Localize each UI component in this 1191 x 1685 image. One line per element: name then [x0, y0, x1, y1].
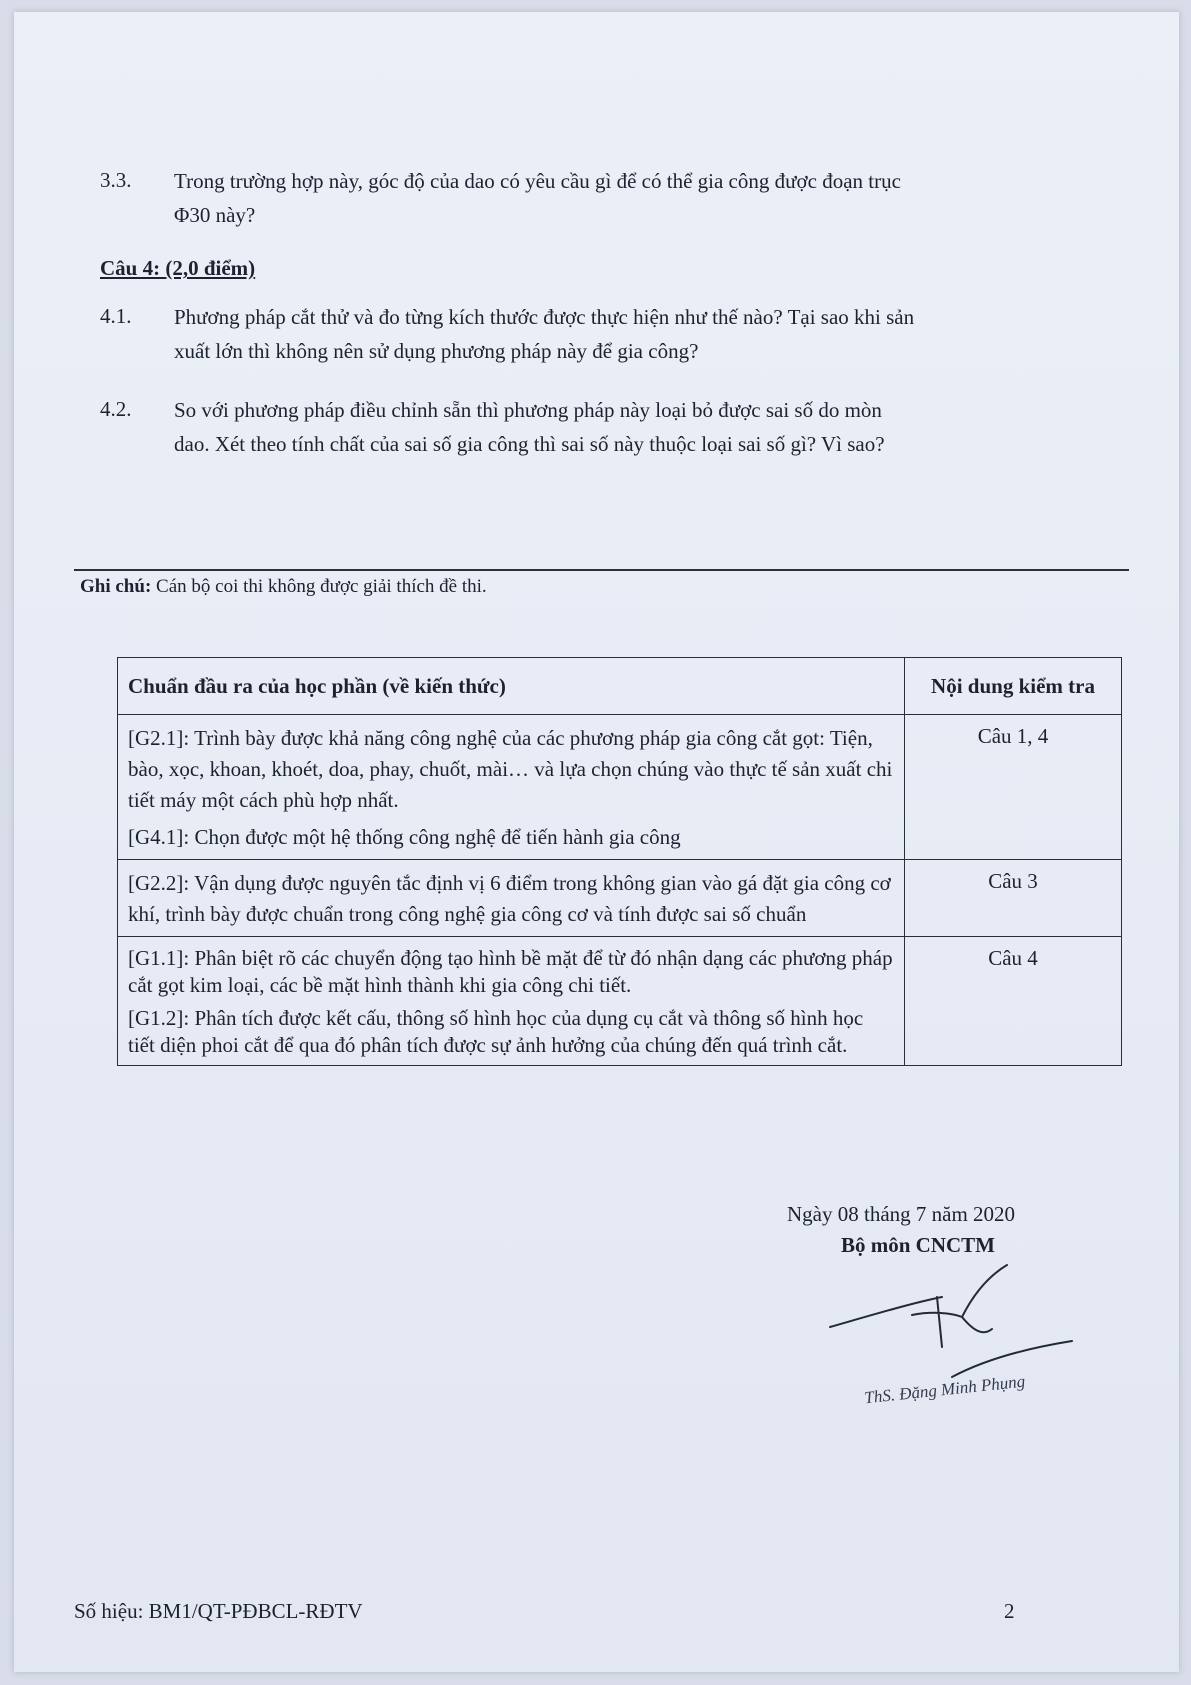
- table-row: [118, 715, 1122, 860]
- header-content: Nội dung kiểm tra: [905, 658, 1122, 715]
- page-number: 2: [1004, 1599, 1015, 1623]
- outcome-g2-2: [G2.2]: Vận dụng được nguyên tắc định vị 6 điểm trong không gian vào gá đặt gia công cơ khí, trình bày được chuẩn trong công nghệ gia công cơ và tính được sai số chuẩn: [128, 871, 891, 926]
- issue-date: Ngày 08 tháng 7 năm 2020: [787, 1202, 1016, 1226]
- note-label: Ghi chú:: [80, 576, 152, 597]
- outcomes-cell: [118, 715, 905, 860]
- divider-line: [74, 569, 1129, 571]
- question-4-1-line-1: Phương pháp cắt thử và đo từng kích thước được thực hiện như thế nào? Tại sao khi sản: [174, 305, 915, 329]
- table-row: [118, 937, 1122, 1066]
- question-4-2-line-1: So với phương pháp điều chỉnh sẵn thì phương pháp này loại bỏ được sai số do mòn: [174, 398, 882, 422]
- question-4-1-number: 4.1.: [100, 304, 132, 328]
- content-cell: Câu 3: [905, 860, 1122, 937]
- question-3-3-number: 3.3.: [100, 168, 132, 192]
- content-cell: Câu 1, 4: [905, 715, 1122, 860]
- exam-page: [14, 12, 1179, 1672]
- outcome-g2-1: [G2.1]: Trình bày được khả năng công nghệ của các phương pháp gia công cắt gọt: Tiện, bào, xọc, khoan, khoét, doa, phay, chuốt, mài… và lựa chọn chúng vào thực tế sản xuất chi tiết máy một cách phù hợp nhất.: [128, 726, 893, 812]
- question-4-heading: Câu 4: (2,0 điểm): [100, 256, 256, 280]
- question-3-3-line-2: Φ30 này?: [174, 203, 256, 227]
- exam-note: [80, 576, 487, 598]
- question-3-3-line-1: Trong trường hợp này, góc độ của dao có yêu cầu gì để có thể gia công được đoạn trục: [174, 169, 901, 193]
- learning-outcomes-table: [117, 657, 1122, 1066]
- question-3-3-text: [174, 164, 901, 232]
- question-4-1-text: [174, 300, 914, 368]
- note-text: Cán bộ coi thi không được giải thích đề thi.: [156, 576, 487, 597]
- table-row: [118, 860, 1122, 937]
- content-cell: Câu 4: [905, 937, 1122, 1066]
- outcomes-cell: [118, 860, 905, 937]
- signer-name: ThS. Đặng Minh Phụng: [863, 1371, 1026, 1408]
- table-header-row: [118, 658, 1122, 715]
- outcome-g4-1: [G4.1]: Chọn được một hệ thống công nghệ để tiến hành gia công: [128, 825, 681, 849]
- department-name: Bộ môn CNCTM: [841, 1233, 996, 1257]
- outcome-g1-2: [G1.2]: Phân tích được kết cấu, thông số hình học của dụng cụ cắt và thông số hình học tiết diện phoi cắt để qua đó phân tích được sự ảnh hưởng của chúng đến quá trình cắt.: [128, 1006, 864, 1057]
- document-code: Số hiệu: BM1/QT-PĐBCL-RĐTV: [74, 1599, 363, 1623]
- question-4-2-line-2: dao. Xét theo tính chất của sai số gia công thì sai số này thuộc loại sai số gì? Vì sao?: [174, 432, 885, 456]
- header-outcomes: Chuẩn đầu ra của học phần (về kiến thức): [118, 658, 905, 715]
- outcome-g1-1: [G1.1]: Phân biệt rõ các chuyển động tạo hình bề mặt để từ đó nhận dạng các phương pháp cắt gọt kim loại, các bề mặt hình thành khi gia công chi tiết.: [128, 946, 893, 997]
- outcomes-cell: [118, 937, 905, 1066]
- question-4-2-text: [174, 393, 885, 461]
- question-4-1-line-2: xuất lớn thì không nên sử dụng phương pháp này để gia công?: [174, 339, 699, 363]
- question-4-2-number: 4.2.: [100, 397, 132, 421]
